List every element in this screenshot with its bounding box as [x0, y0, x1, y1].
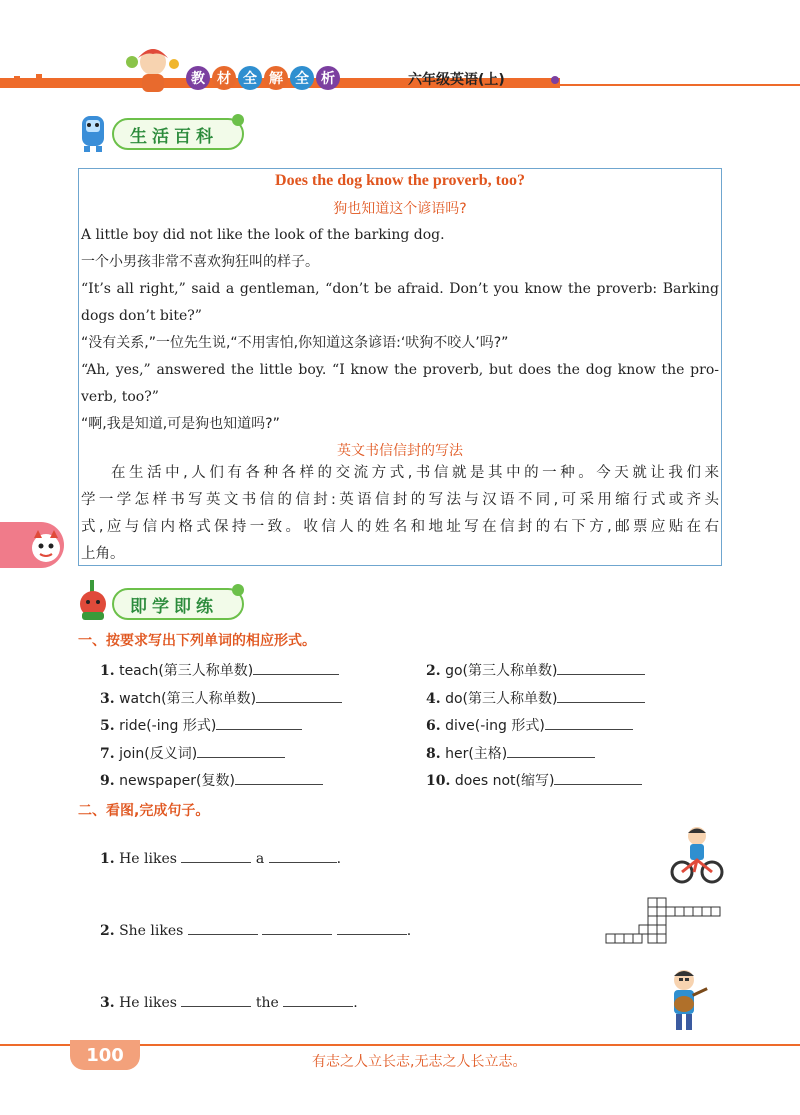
item-text: do(第三人称单数) [445, 691, 558, 707]
item-number: 4. [426, 691, 441, 707]
crossword-grid-icon [604, 896, 726, 948]
answer-blank[interactable] [216, 715, 302, 730]
header-title [186, 66, 342, 90]
question-2-heading: 二、看图,完成句子。 [78, 803, 210, 819]
answer-blank[interactable] [554, 770, 642, 785]
item-text: teach(第三人称单数) [119, 663, 254, 679]
life-section-icon [76, 112, 110, 154]
answer-blank[interactable] [188, 920, 258, 935]
practice-section-label: 即学即练 [112, 588, 244, 620]
header-char: 解 [264, 66, 288, 90]
q2-item [100, 920, 411, 939]
q1-item [426, 688, 645, 708]
answer-blank[interactable] [256, 688, 342, 703]
q1-item [100, 715, 302, 735]
q2-item [100, 848, 341, 867]
boy-riding-bike-icon [670, 824, 724, 886]
page-number: 100 [70, 1040, 140, 1070]
item-number: 3. [100, 995, 115, 1011]
item-number: 3. [100, 691, 115, 707]
q1-item [426, 715, 633, 735]
envelope-line: 式,应与信内格式保持一致。收信人的姓名和地址写在信封的右下方,邮票应贴在右 [81, 519, 719, 535]
envelope-title: 英文书信信封的写法 [337, 443, 463, 459]
q1-item [100, 660, 339, 680]
header-char: 材 [212, 66, 236, 90]
answer-blank[interactable] [557, 660, 645, 675]
item-end: . [353, 995, 358, 1011]
item-text: newspaper(复数) [119, 773, 235, 789]
item-end: . [336, 851, 342, 867]
item-number: 2. [426, 663, 441, 679]
q1-item [100, 770, 323, 790]
header-char: 全 [238, 66, 262, 90]
item-text: dive(-ing 形式) [445, 718, 545, 734]
envelope-line: 上角。 [81, 546, 125, 562]
envelope-line: 学一学怎样书写英文书信的信封:英语信封的写法与汉语不同,可采用缩行式或齐头 [81, 492, 719, 508]
answer-blank[interactable] [181, 992, 251, 1007]
answer-blank[interactable] [262, 920, 332, 935]
story-line: 一个小男孩非常不喜欢狗狂叫的样子。 [81, 254, 319, 270]
answer-blank[interactable] [181, 848, 251, 863]
header-dots-decoration [0, 66, 120, 90]
side-mascot-icon [26, 526, 66, 566]
q1-item [426, 770, 642, 790]
answer-blank[interactable] [337, 920, 407, 935]
answer-blank[interactable] [197, 743, 285, 758]
header-char: 教 [186, 66, 210, 90]
envelope-text [81, 460, 719, 568]
q1-item [100, 688, 342, 708]
item-text: She likes [119, 923, 184, 939]
story-line: dogs don’t bite?” [81, 308, 202, 324]
item-number: 1. [100, 663, 115, 679]
practice-section-icon [76, 578, 110, 622]
item-text: does not(缩写) [454, 773, 555, 789]
answer-blank[interactable] [253, 660, 339, 675]
answer-blank[interactable] [283, 992, 353, 1007]
item-text: watch(第三人称单数) [119, 691, 257, 707]
story-title-cn: 狗也知道这个谚语吗? [333, 201, 467, 217]
header-char: 全 [290, 66, 314, 90]
q1-item [426, 660, 645, 680]
answer-blank[interactable] [235, 770, 323, 785]
item-text: join(反义词) [119, 746, 198, 762]
item-number: 7. [100, 746, 115, 762]
header-arrow-icon [530, 70, 560, 90]
story-line: verb, too?” [81, 389, 159, 405]
envelope-line: 在生活中,人们有各种各样的交流方式,书信就是其中的一种。今天就让我们来 [111, 465, 719, 481]
answer-blank[interactable] [269, 848, 337, 863]
item-number: 6. [426, 718, 441, 734]
story-title: Does the dog know the proverb, too? [275, 172, 525, 189]
q1-item [426, 743, 595, 763]
practice-label-dot [232, 584, 244, 596]
item-number: 8. [426, 746, 441, 762]
question-1-heading: 一、按要求写出下列单词的相应形式。 [78, 633, 316, 649]
story-line: “Ah, yes,” answered the little boy. “I know the proverb, but does the dog know the pro- [81, 362, 719, 378]
item-end: . [406, 923, 412, 939]
item-number: 10. [426, 773, 451, 789]
story-text [81, 222, 719, 438]
item-text: go(第三人称单数) [445, 663, 558, 679]
item-number: 1. [100, 851, 115, 867]
answer-blank[interactable] [545, 715, 633, 730]
story-line: A little boy did not like the look of the barking dog. [81, 227, 445, 243]
boy-playing-guitar-icon [654, 966, 714, 1032]
item-number: 2. [100, 923, 115, 939]
header-grade: 六年级英语(上) [408, 72, 505, 88]
item-text: He likes [119, 995, 177, 1011]
answer-blank[interactable] [507, 743, 595, 758]
story-line: “It’s all right,” said a gentleman, “don’t be afraid. Don’t you know the proverb: Barking [81, 281, 719, 297]
q1-item [100, 743, 285, 763]
item-number: 5. [100, 718, 115, 734]
q2-item [100, 992, 358, 1011]
item-text: He likes [119, 851, 177, 867]
item-text: the [255, 995, 279, 1011]
item-text: ride(-ing 形式) [119, 718, 217, 734]
answer-blank[interactable] [557, 688, 645, 703]
item-text: her(主格) [445, 746, 508, 762]
header-char: 析 [316, 66, 340, 90]
life-section-label: 生活百科 [112, 118, 244, 150]
mascot-girl-icon [120, 44, 186, 96]
item-text: a [255, 851, 265, 867]
story-line: “没有关系,”一位先生说,“不用害怕,你知道这条谚语:‘吠狗不咬人’吗?” [81, 335, 509, 351]
item-number: 9. [100, 773, 115, 789]
life-label-dot [232, 114, 244, 126]
story-line: “啊,我是知道,可是狗也知道吗?” [81, 416, 280, 432]
header-line [560, 84, 800, 86]
footer-motto: 有志之人立长志,无志之人长立志。 [312, 1054, 527, 1070]
